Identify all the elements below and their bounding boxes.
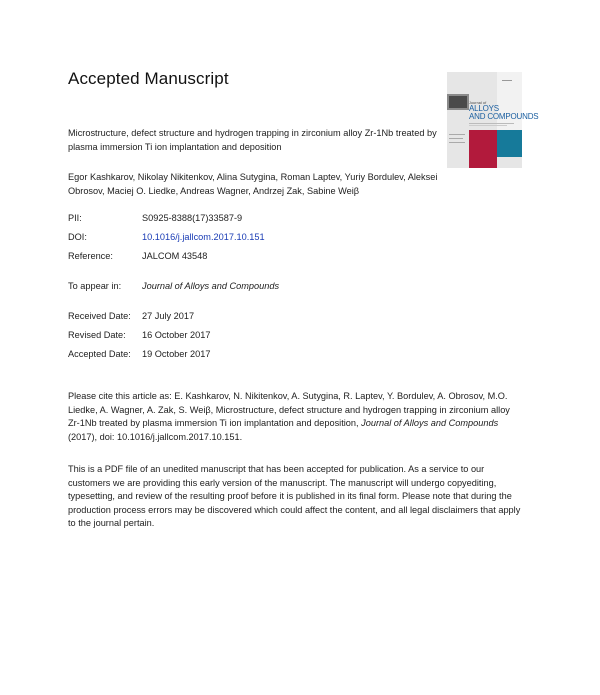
disclaimer-paragraph: This is a PDF file of an unedited manuscript that has been accepted for publication. As a service to our customers we are providing this early version of the manuscript. The manuscript will undergo copyediting, typesetting, and review of the resulting proof before it is published in its final form. Please note that during the production process errors may be discovered which could affect the content, and all legal disclaimers that apply to the journal pertain. [68,464,521,528]
cover-crimson-block [469,130,497,168]
cover-side-text [449,142,465,143]
citation-prefix: Please cite this article as: E. Kashkarov, N. Nikitenkov, A. Sutygina, R. Laptev, Y. Bordulev, A. Obrosov, M.O. Liedke, A. Wagner, A. Zak, S. Weiβ, Microstructure, defect structure and hydrogen trapping in zirconium alloy Zr-1Nb treated by plasma immersion Ti ion implantation and deposition, [68,391,510,428]
publisher-tree-icon [449,96,467,108]
journal-cover-image [447,72,539,168]
reference-label: Reference: [68,251,113,261]
pii-value: S0925-8388(17)33587-9 [142,213,243,223]
doi-label: DOI: [68,232,87,242]
pii-label: PII: [68,213,82,223]
appear-value: Journal of Alloys and Compounds [142,281,280,291]
doi-link[interactable]: 10.1016/j.jallcom.2017.10.151 [142,232,265,242]
revised-value: 16 October 2017 [142,330,211,340]
cover-title-line-1: Journal of [469,101,487,105]
cover-side-text [449,134,465,135]
cover-fine-text [469,125,507,126]
appear-label: To appear in: [68,281,122,291]
accepted-label: Accepted Date: [68,349,131,359]
accepted-value: 19 October 2017 [142,349,211,359]
revised-label: Revised Date: [68,330,126,340]
cover-title-line-2: ALLOYS [469,104,499,113]
reference-value: JALCOM 43548 [142,251,208,261]
citation-paragraph [68,390,523,444]
page-heading: Accepted Manuscript [68,69,229,88]
article-title: Microstructure, defect structure and hydrogen trapping in zirconium alloy Zr-1Nb treated by plasma immersion Ti ion implantation and deposition [68,128,437,152]
citation-journal: Journal of Alloys and Compounds [361,418,499,428]
cover-teal-block [497,130,522,157]
cover-side-text [449,138,463,139]
received-label: Received Date: [68,311,131,321]
citation-suffix: (2017), doi: 10.1016/j.jallcom.2017.10.151. [68,431,243,442]
article-authors: Egor Kashkarov, Nikolay Nikitenkov, Alina Sutygina, Roman Laptev, Yuriy Bordulev, Aleksei Obrosov, Maciej O. Liedke, Andreas Wagner, Andrzej Zak, Sabine Weiβ [68,172,438,196]
cover-title-line-3: AND COMPOUNDS [469,112,539,121]
received-value: 27 July 2017 [142,311,195,321]
cover-rule [502,80,512,81]
cover-fine-text [469,123,514,124]
